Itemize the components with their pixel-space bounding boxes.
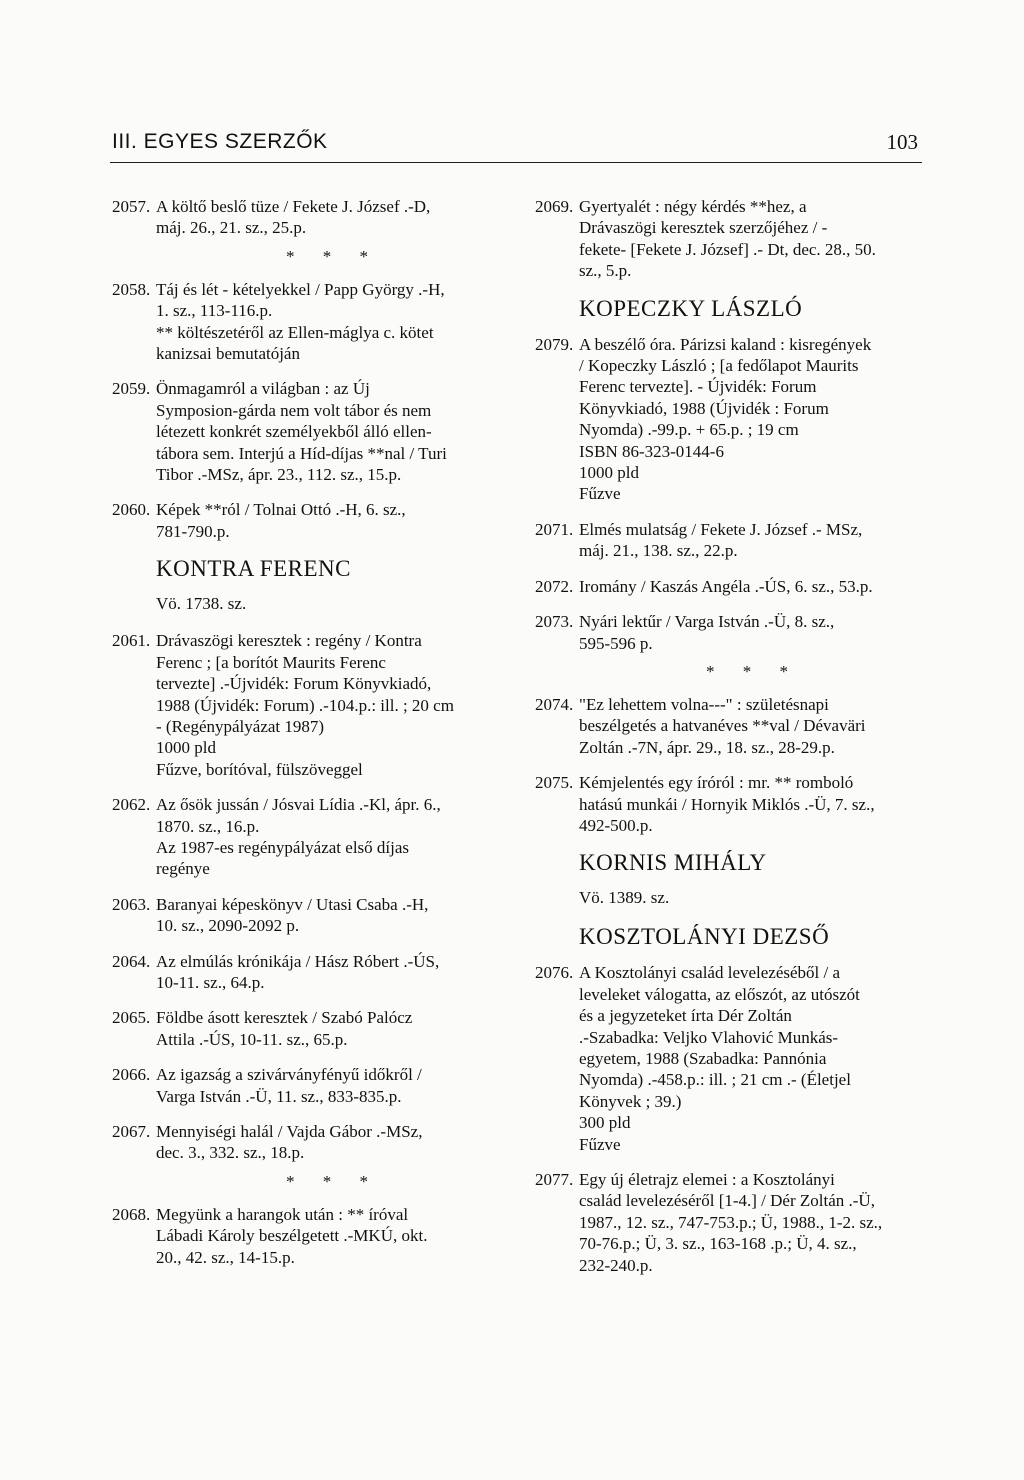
entry-text-line: 1870. sz., 16.p.	[156, 816, 260, 836]
entry-number: 2071.	[535, 519, 574, 539]
entry-number: 2074.	[535, 694, 574, 714]
entry-text-line: Gyertyalét : négy kérdés **hez, a	[579, 197, 807, 216]
entry-text-line: Földbe ásott keresztek / Szabó Palócz	[156, 1008, 413, 1028]
entry-text-line: Drávaszögi keresztek szerzőjéhez / -	[579, 218, 828, 238]
entry-text-line: 232-240.p.	[579, 1255, 653, 1275]
entry-number: 2075.	[535, 773, 574, 793]
section-title: III. EGYES SZERZŐK	[112, 130, 328, 153]
entry-text-line: Lábadi Károly beszélgetett .-MKÚ, okt.	[156, 1226, 428, 1246]
entry-2060	[112, 499, 510, 542]
entry-number: 2063.	[112, 894, 151, 914]
entry-text-line: Nyári lektűr / Varga István .-Ü, 8. sz.,	[579, 612, 835, 632]
entry-2073	[535, 611, 927, 654]
running-header	[110, 130, 922, 163]
entry-text-line: Attila .-ÚS, 10-11. sz., 65.p.	[156, 1029, 348, 1049]
entry-text-line: tábora sem. Interjú a Híd-díjas **nal / Turi	[156, 443, 447, 463]
author-heading: KONTRA FERENC	[156, 556, 351, 582]
entry-2062	[112, 794, 510, 880]
entry-2065	[112, 1007, 510, 1050]
entry-text-line: Ferenc ; [a borítót Maurits Ferenc	[156, 652, 386, 672]
entry-text-line: Tibor .-MSz, ápr. 23., 112. sz., 15.p.	[156, 465, 402, 485]
entry-number: 2069.	[535, 197, 574, 216]
entry-number: 2066.	[112, 1065, 151, 1085]
entry-text-line: 492-500.p.	[579, 815, 653, 835]
entry-text-line: fekete- [Fekete J. József] .- Dt, dec. 28., 50.	[579, 239, 876, 259]
entry-text-line: kanizsai bemutatóján	[156, 344, 300, 364]
entry-text-line: Az 1987-es regénypályázat első díjas	[156, 837, 410, 857]
entry-2059	[112, 378, 510, 485]
entry-text-line: Könyvkiadó, 1988 (Újvidék : Forum	[579, 398, 829, 418]
entry-text-line: egyetem, 1988 (Szabadka: Pannónia	[579, 1048, 827, 1068]
entry-number: 2058.	[112, 279, 151, 299]
entry-text-line: dec. 3., 332. sz., 18.p.	[156, 1143, 305, 1163]
entry-text-line: - (Regénypályázat 1987)	[156, 716, 325, 736]
entry-text-line: regénye	[156, 859, 210, 879]
entry-text-line: Az igazság a szivárványfényű időkről /	[156, 1065, 422, 1085]
cross-reference: Vö. 1738. sz.	[156, 594, 247, 614]
entry-2057	[112, 196, 510, 239]
entry-text-line: 1988 (Újvidék: Forum) .-104.p.: ill. ; 20 cm	[156, 695, 454, 715]
entry-2064	[112, 951, 510, 994]
entry-text-line: 1000 pld	[156, 738, 216, 758]
entry-number: 2057.	[112, 197, 151, 216]
entry-text-line: beszélgetés a hatvanéves **val / Dévaväri	[579, 716, 866, 736]
entry-2061	[112, 630, 510, 780]
separator-stars: * * *	[706, 661, 800, 681]
entry-2076	[535, 962, 927, 1155]
entry-number: 2060.	[112, 500, 151, 520]
entry-text-line: "Ez lehettem volna---" : születésnapi	[579, 694, 829, 714]
entry-text-line: Képek **ról / Tolnai Ottó .-H, 6. sz.,	[156, 500, 406, 520]
entry-text-line: ** költészetéről az Ellen-máglya c. kötet	[156, 322, 434, 342]
entry-text-line: Fűzve	[579, 484, 621, 504]
entry-number: 2065.	[112, 1008, 151, 1028]
entry-text-line: 1987., 12. sz., 747-753.p.; Ü, 1988., 1-2. sz.,	[579, 1212, 883, 1232]
entry-number: 2073.	[535, 612, 574, 632]
entry-text-line: A beszélő óra. Párizsi kaland : kisregények	[579, 334, 872, 354]
entry-text-line: leveleket válogatta, az előszót, az utószót	[579, 984, 860, 1004]
entry-text-line: 10-11. sz., 64.p.	[156, 972, 265, 992]
entry-number: 2079.	[535, 334, 574, 354]
entry-number: 2061.	[112, 631, 151, 651]
right-column	[535, 196, 927, 1290]
entry-text-line: máj. 26., 21. sz., 25.p.	[156, 218, 307, 238]
entry-text-line: Symposion-gárda nem volt tábor és nem	[156, 400, 432, 420]
entry-2069	[535, 196, 927, 282]
entry-text-line: Az ősök jussán / Jósvai Lídia .-Kl, ápr. 6.,	[156, 795, 441, 815]
entry-text-line: 70-76.p.; Ü, 3. sz., 163-168 .p.; Ü, 4. sz.,	[579, 1234, 857, 1254]
entry-number: 2077.	[535, 1170, 574, 1189]
entry-text-line: Zoltán .-7N, ápr. 29., 18. sz., 28-29.p.	[579, 737, 835, 757]
entry-2075	[535, 772, 927, 836]
entry-2068	[112, 1204, 510, 1268]
entry-text-line: sz., 5.p.	[579, 261, 632, 281]
entry-number: 2072.	[535, 576, 574, 596]
entry-text-line: Iromány / Kaszás Angéla .-ÚS, 6. sz., 53.p.	[579, 576, 873, 596]
entry-text-line: Nyomda) .-99.p. + 65.p. ; 19 cm	[579, 420, 799, 440]
entry-text-line: Megyünk a harangok után : ** íróval	[156, 1204, 409, 1224]
entry-text-line: Baranyai képeskönyv / Utasi Csaba .-H,	[156, 894, 429, 914]
entry-text-line: Ferenc tervezte]. - Újvidék: Forum	[579, 377, 817, 397]
entry-number: 2076.	[535, 963, 574, 983]
entry-2071	[535, 519, 927, 562]
entry-text-line: Fűzve	[579, 1134, 621, 1154]
entry-number: 2062.	[112, 795, 151, 815]
entry-text-line: .-Szabadka: Veljko Vlahović Munkás-	[579, 1027, 839, 1047]
entry-2077	[535, 1169, 927, 1276]
entry-text-line: család levelezéséről [1-4.] / Dér Zoltán .-Ü,	[579, 1191, 875, 1211]
separator-stars: * * *	[286, 246, 380, 266]
entry-text-line: 300 pld	[579, 1113, 631, 1133]
entry-number: 2064.	[112, 951, 151, 971]
author-heading: KOPECZKY LÁSZLÓ	[579, 295, 803, 321]
entry-text-line: 595-596 p.	[579, 633, 653, 653]
entry-text-line: 781-790.p.	[156, 521, 230, 541]
separator-stars: * * *	[286, 1171, 380, 1191]
entry-text-line: hatású munkái / Hornyik Miklós .-Ü, 7. sz.,	[579, 794, 875, 814]
entry-number: 2059.	[112, 379, 151, 399]
entry-text-line: Könyvek ; 39.)	[579, 1091, 682, 1111]
entry-text-line: létezett konkrét személyekből álló ellen-	[156, 422, 432, 442]
entry-text-line: 1000 pld	[579, 463, 639, 483]
entry-text-line: ISBN 86-323-0144-6	[579, 441, 724, 461]
entry-text-line: 20., 42. sz., 14-15.p.	[156, 1247, 295, 1267]
cross-reference: Vö. 1389. sz.	[579, 888, 670, 908]
entry-text-line: Az elmúlás krónikája / Hász Róbert .-ÚS,	[156, 951, 440, 971]
entry-text-line: Drávaszögi keresztek : regény / Kontra	[156, 631, 422, 651]
entry-2066	[112, 1064, 510, 1107]
entry-text-line: / Kopeczky László ; [a fedőlapot Maurits	[579, 356, 859, 376]
entry-number: 2068.	[112, 1204, 151, 1224]
entry-text-line: Kémjelentés egy íróról : mr. ** romboló	[579, 773, 854, 793]
left-column	[112, 196, 510, 1282]
entry-2063	[112, 894, 510, 937]
entry-text-line: Varga István .-Ü, 11. sz., 833-835.p.	[156, 1086, 402, 1106]
entry-number: 2067.	[112, 1122, 151, 1141]
entry-text-line: Táj és lét - kételyekkel / Papp György .-H,	[156, 279, 445, 299]
entry-text-line: máj. 21., 138. sz., 22.p.	[579, 541, 738, 561]
entry-text-line: 1. sz., 113-116.p.	[156, 301, 273, 321]
entry-2067	[112, 1121, 510, 1164]
entry-text-line: Elmés mulatság / Fekete J. József .- MSz,	[579, 519, 863, 539]
entry-text-line: tervezte] .-Újvidék: Forum Könyvkiadó,	[156, 674, 432, 694]
entry-text-line: A Kosztolányi család levelezéséből / a	[579, 963, 841, 983]
entry-text-line: Fűzve, borítóval, fülszöveggel	[156, 759, 363, 779]
entry-text-line: A költő beslő tüze / Fekete J. József .-D,	[156, 197, 431, 216]
entry-text-line: Mennyiségi halál / Vajda Gábor .-MSz,	[156, 1122, 423, 1141]
entry-2058	[112, 279, 510, 365]
entry-2072	[535, 576, 927, 597]
author-heading: KORNIS MIHÁLY	[579, 850, 767, 876]
entry-text-line: Nyomda) .-458.p.: ill. ; 21 cm .- (Életjel	[579, 1070, 851, 1090]
entry-text-line: és a jegyzeteket írta Dér Zoltán	[579, 1006, 792, 1026]
entry-text-line: Önmagamról a világban : az Új	[156, 379, 370, 399]
entry-2079	[535, 334, 927, 505]
page-number: 103	[886, 130, 918, 154]
entry-text-line: Egy új életrajz elemei : a Kosztolányi	[579, 1170, 835, 1189]
entry-2074	[535, 694, 927, 758]
author-heading: KOSZTOLÁNYI DEZSŐ	[579, 924, 830, 950]
entry-text-line: 10. sz., 2090-2092 p.	[156, 916, 300, 936]
